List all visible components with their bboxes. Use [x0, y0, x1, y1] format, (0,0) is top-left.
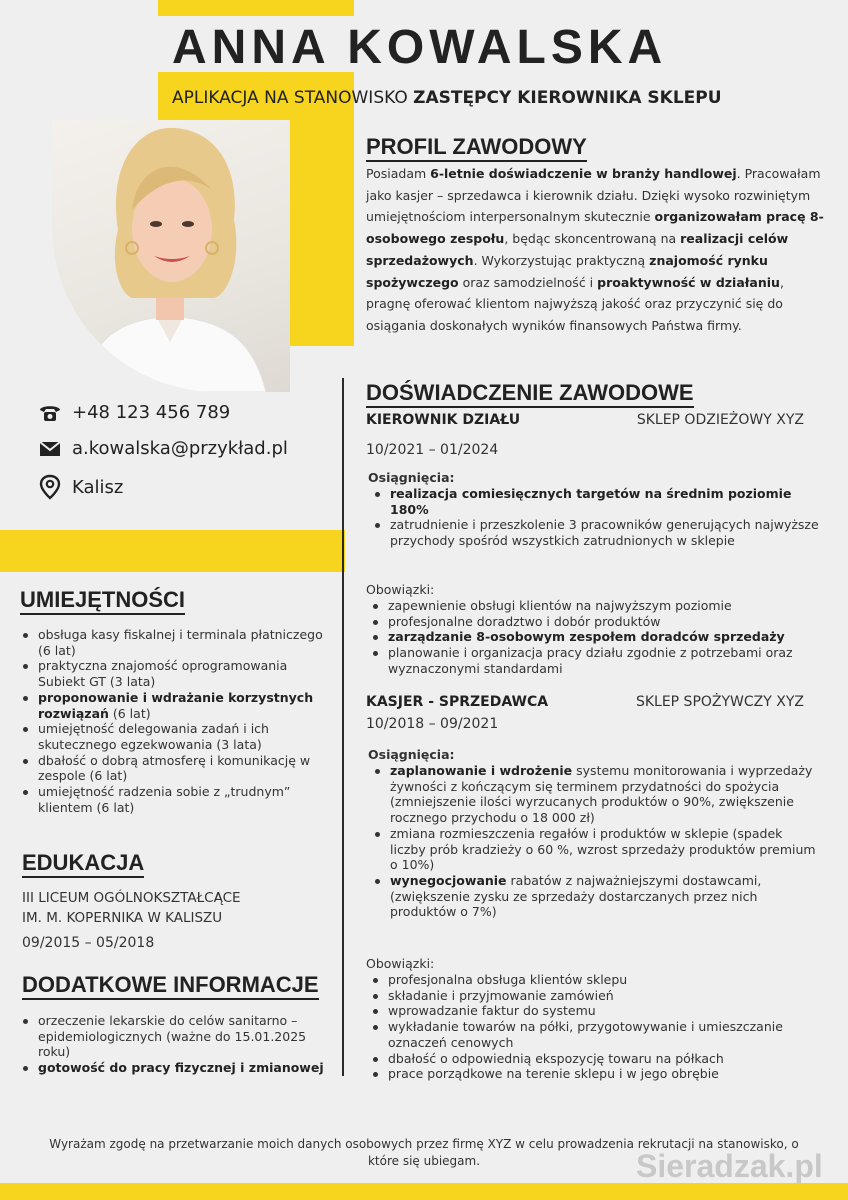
city: Kalisz [72, 476, 124, 498]
duties-label: Obowiązki: [366, 582, 435, 597]
text: systemu monitorowania i wyprzedaży żywności z kończącym się terminem przydatności do spożycia (zmniejszenie ilości wyrzucanych produktów o 90%, zwiększenie rocznego przychodu o 18 000 zł) [390, 763, 813, 826]
job-dates: 10/2021 – 01/2024 [366, 442, 499, 458]
list-item [368, 826, 820, 873]
bold-text: wynegocjowanie [390, 872, 507, 888]
text: oraz samodzielność i [458, 274, 598, 290]
location-pin-icon [38, 474, 62, 500]
accent-bar-left [0, 530, 345, 572]
envelope-icon [38, 439, 62, 459]
job-employer: SKLEP SPOŻYWCZY XYZ [635, 694, 804, 710]
contact-email[interactable] [38, 438, 288, 459]
experience-heading: DOŚWIADCZENIE ZAWODOWE [366, 380, 694, 408]
list-item [366, 598, 816, 614]
duties-label: Obowiązki: [366, 956, 435, 971]
list-item [368, 873, 820, 920]
skills-heading: UMIEJĘTNOŚCI [20, 587, 185, 615]
job-application-title [172, 88, 722, 108]
additional-info-list [16, 1013, 340, 1076]
duties-list [366, 972, 816, 1082]
list-item [366, 988, 816, 1004]
bold-text: organizowałam pracę 8-osobowego zespołu [366, 209, 824, 247]
list-item [16, 1060, 340, 1076]
job-title: KIEROWNIK DZIAŁU [366, 412, 521, 428]
text: (6 lat) [108, 705, 151, 721]
school-name-line1: III LICEUM OGÓLNOKSZTAŁCĄCE [22, 890, 241, 906]
text: prace porządkowe na terenie sklepu i w jego obrębie [388, 1066, 719, 1082]
list-item [366, 1066, 816, 1082]
bold-text: zaplanowanie i wdrożenie [390, 763, 573, 778]
list-item [16, 690, 334, 721]
text: obsługa kasy fiskalnej i terminala płatniczego (6 lat) [38, 627, 323, 658]
text: wprowadzanie faktur do systemu [388, 1003, 596, 1019]
list-item [16, 721, 334, 752]
bold-text: gotowość do pracy fizycznej i zmianowej [38, 1060, 324, 1076]
text: orzeczenie lekarskie do celów sanitarno – epidemiologicznych (ważne do 15.01.2025 roku) [38, 1013, 307, 1060]
text: . Wykorzystując praktyczną [473, 252, 650, 268]
text: planowanie i organizacja pracy działu zgodnie z potrzebami oraz wyznaczonymi standardami [388, 645, 793, 676]
list-item [368, 763, 820, 826]
achievements-list [368, 763, 820, 920]
subtitle-prefix: APLIKACJA NA STANOWISKO [172, 88, 408, 108]
bold-text: proaktywność w działaniu [597, 274, 780, 290]
bold-text: zarządzanie 8-osobowym zespołem doradców sprzedaży [388, 629, 785, 645]
text: umiejętność radzenia sobie z „trudnym” klientem (6 lat) [38, 784, 291, 815]
achievements-label: Osiągnięcia: [368, 470, 455, 485]
candidate-name: ANNA KOWALSKA [172, 21, 668, 74]
text: zapewnienie obsługi klientów na najwyższym poziomie [388, 598, 732, 613]
text: dbałość o dobrą atmosferę i komunikację w zespole (6 lat) [38, 752, 311, 784]
additional-info-heading: DODATKOWE INFORMACJE [22, 972, 319, 1000]
text: . Pracowałam jako kasjer – sprzedawca i kierownik działu. Dzięki wysoko rozwiniętym umiejętnościom interpersonalnym skutecznie [366, 166, 821, 225]
profile-summary [366, 163, 828, 337]
bold-text: realizacja comiesięcznych targetów na średnim poziomie 180% [390, 486, 792, 517]
text: zatrudnienie i przeszkolenie 3 pracowników generujących najwyższe przychody spośród wszystkich zatrudnionych w sklepie [390, 517, 819, 549]
bold-text: znajomość rynku spożywczego [366, 252, 768, 290]
text: , pragnę oferować klientom najwyższą jakość oraz przyczynić się do osiągania doskonałych wyników finansowych Państwa firmy. [366, 274, 784, 333]
list-item [366, 629, 816, 645]
phone-icon [38, 403, 62, 423]
consent-text: Wyrażam zgodę na przetwarzanie moich danych osobowych przez firmę XYZ w celu prowadzenia rekrutacji na stanowisko, o które się ubiegam. [49, 1137, 799, 1168]
text: rabatów z najważniejszymi dostawcami, (zwiększenie zysku ze sprzedaży dostarczanych przez nich produktów o 7%) [390, 872, 762, 920]
list-item [16, 784, 334, 815]
contact-location [38, 474, 123, 500]
list-item [368, 517, 820, 548]
text: wykładanie towarów na półki, przygotowywanie i umieszczanie oznaczeń cenowych [388, 1019, 783, 1050]
list-item [366, 972, 816, 988]
list-item [366, 1003, 816, 1019]
text: , będąc skoncentrowaną na [504, 231, 681, 247]
list-item [16, 1013, 340, 1060]
list-item [16, 627, 334, 658]
subtitle-position: ZASTĘPCY KIEROWNIKA SKLEPU [413, 88, 722, 108]
education-dates: 09/2015 – 05/2018 [22, 935, 155, 951]
list-item [16, 658, 334, 689]
job-employer: SKLEP ODZIEŻOWY XYZ [636, 412, 804, 428]
text: zmiana rozmieszczenia regałów i produktów w sklepie (spadek liczby prób kradzieży o 60 %, wzrost sprzedaży produktów premium o 10%) [390, 825, 816, 873]
text: profesjonalne doradztwo i dobór produktów [388, 613, 661, 629]
column-divider [342, 378, 344, 1076]
list-item [366, 1051, 816, 1067]
accent-bar-top [158, 0, 354, 16]
list-item [366, 1019, 816, 1050]
job-dates: 10/2018 – 09/2021 [366, 716, 499, 732]
list-item [16, 753, 334, 784]
education-heading: EDUKACJA [22, 850, 144, 878]
accent-bar-bottom [0, 1183, 848, 1200]
watermark: Sieradzak.pl [636, 1148, 823, 1184]
bold-text: 6-letnie doświadczenie w branży handlowej [430, 166, 737, 181]
portrait-illustration [52, 120, 290, 392]
achievements-list [368, 486, 820, 549]
profile-photo [52, 120, 290, 392]
list-item [368, 486, 820, 517]
text: umiejętność delegowania zadań i ich skutecznego egzekwowania (3 lata) [38, 721, 269, 752]
text: praktyczna znajomość oprogramowania Subiekt GT (3 lata) [38, 658, 288, 690]
phone-number: +48 123 456 789 [72, 402, 231, 423]
text: profesjonalna obsługa klientów sklepu [388, 972, 628, 987]
bold-text: proponowanie i wdrażanie korzystnych rozwiązań [38, 689, 314, 721]
bold-text: realizacji celów sprzedażowych [366, 231, 789, 268]
email-address: a.kowalska@przykład.pl [72, 438, 288, 459]
text: Posiadam [366, 166, 431, 181]
contact-phone[interactable] [38, 402, 230, 423]
profile-heading: PROFIL ZAWODOWY [366, 134, 587, 162]
school-name-line2: IM. M. KOPERNIKA W KALISZU [22, 910, 223, 926]
list-item [366, 645, 816, 676]
text: składanie i przyjmowanie zamówień [388, 987, 614, 1003]
list-item [366, 614, 816, 630]
duties-list [366, 598, 816, 677]
job-title: KASJER - SPRZEDAWCA [366, 694, 549, 710]
text: dbałość o odpowiednią ekspozycję towaru na półkach [388, 1050, 724, 1066]
achievements-label: Osiągnięcia: [368, 747, 455, 762]
skills-list [16, 627, 334, 815]
